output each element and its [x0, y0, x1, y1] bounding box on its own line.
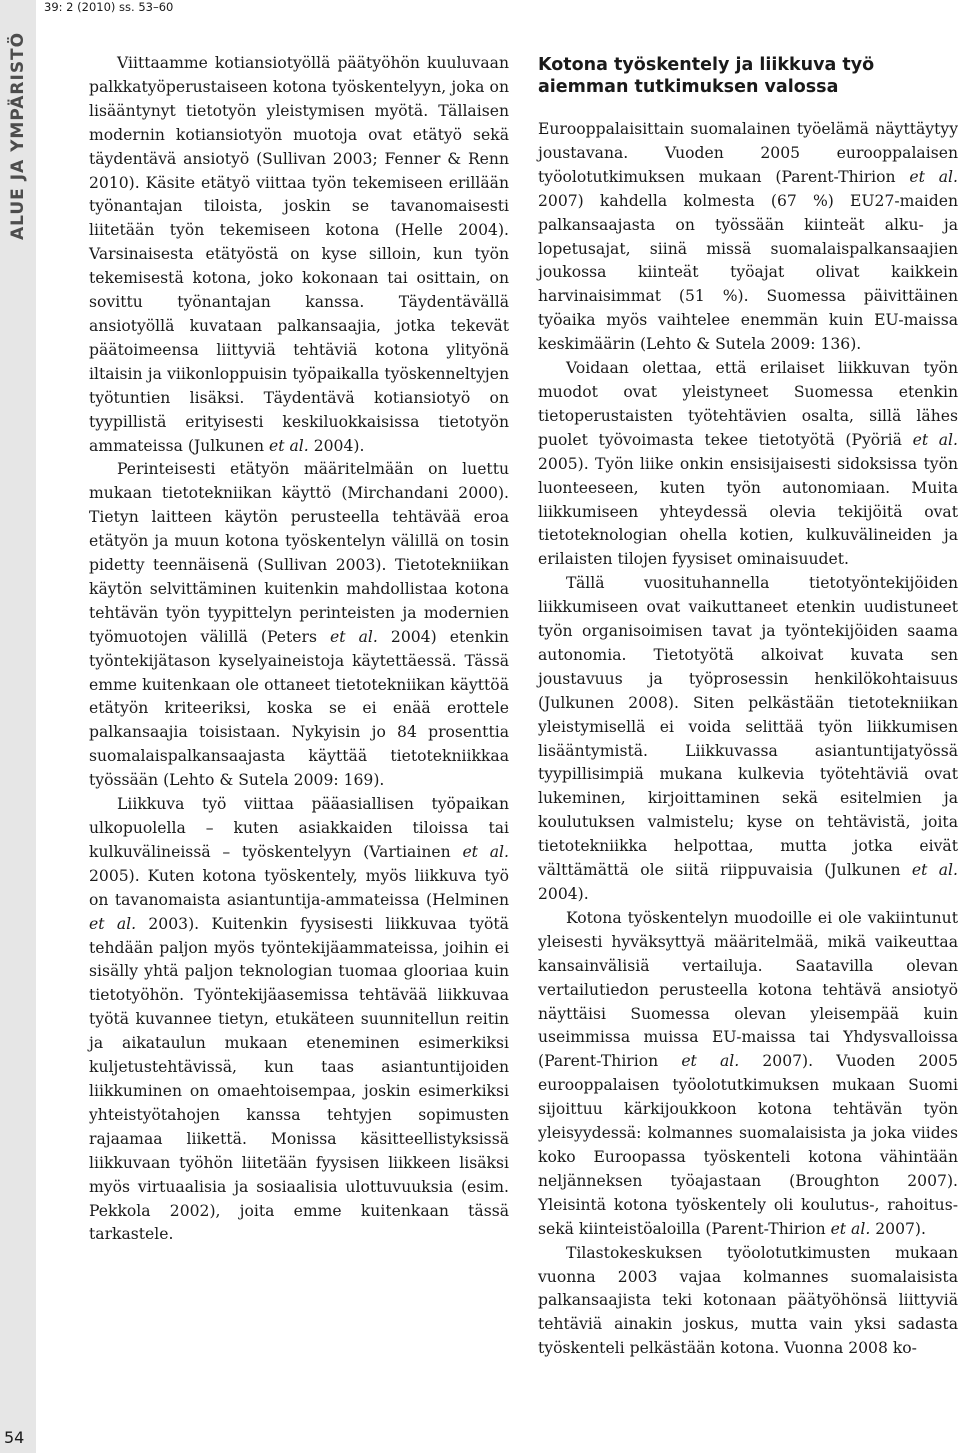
body-paragraph: Voidaan olettaa, että erilaiset liikkuvan työn muodot ovat yleistyneet Suomessa etenkin tietoperustaisten työtehtävien osalta, sillä lähes puolet työvoimasta tekee tietotyötä (Pyöriä et al. 2005). Työn liike onkin ensisijaisesti sidoksissa työn luonteeseen, kuten työn autonomiaan. Muita liikkumiseen yhteydessä olevia tekijöitä ovat tietoteknologian ohella kotien, kulkuvälineiden ja erilaisten tilojen fyysiset ominaisuudet.	[538, 359, 958, 569]
body-paragraph: Tilastokeskuksen työolotutkimusten mukaan vuonna 2003 vajaa kolmannes suomalaisista palkansaajista teki kotonaan päätyöhönsä liittyviä tehtäviä ainakin joskus, mutta vain yksi sadasta työskenteli pelkästään kotona. Vuonna 2008 ko-	[538, 1243, 958, 1358]
page-number: 54	[4, 1428, 25, 1447]
issue-header: 39: 2 (2010) ss. 53–60	[44, 0, 174, 14]
right-column	[538, 55, 958, 1361]
body-paragraph: Perinteisesti etätyön määritelmään on luettu mukaan tietotekniikan käyttö (Mirchandani 2000). Tietyn laitteen käytön perusteella tehtävää eroa etätyön ja muun kotona työskentelyn välillä on tosin pidetty teennäisenä (Sullivan 2003). Tietotekniikan käytön selvittäminen kuitenkin mahdollistaa kotona tehtävän työn tyypittelyn perinteisten ja modernien työmuotojen välillä (Peters et al. 2004) etenkin työntekijätason kyselyaineistoja käytettäessä. Tässä emme kuitenkaan ole ottaneet tietotekniikan käyttöä etätyön kriteeriksi, koska se ei enää erottele palkansaajia toisistaan. Nykyisin jo 84 prosenttia suomalaispalkansaajasta käyttää tietotekniikkaa työssään (Lehto & Sutela 2009: 169).	[89, 460, 509, 790]
body-paragraph: Viittaamme kotiansiotyöllä päätyöhön kuuluvaan palkkatyöperustaiseen kotona työskentelyyn, joka on lisääntynyt tietotyön yleistymisen myötä. Tällaisen modernin kotiansiotyön muotoja ovat etätyö sekä täydentävä ansiotyö (Sullivan 2003; Fenner & Renn 2010). Käsite etätyö viittaa työn tekemiseen erillään työnantajan tiloista, joskin se tavanomaisesti liitetään työn tekemiseen kotona (Helle 2004). Varsinaisesta etätyöstä on kyse silloin, kun työn tekemisestä kotona, joko kokonaan tai osittain, on sovittu työnantajan kanssa. Täydentävällä ansiotyöllä kuvataan palkansaajia, jotka tekevät päätoimeensa liittyviä tehtäviä kotona ylityönä iltaisin ja viikonloppuisin työpaikalla työskenneltyjen työtuntien lisäksi. Täydentävä kotiansiotyö on tyypillistä erityisesti keskiluokkaisissa tietotyön ammateissa (Julkunen et al. 2004).	[89, 54, 509, 455]
section-heading-line: Kotona työskentely ja liikkuva työ	[538, 55, 875, 75]
section-heading-line: aiemman tutkimuksen valossa	[538, 76, 839, 97]
section-heading	[538, 55, 958, 98]
section-sidebar	[0, 0, 36, 1453]
body-paragraph: Eurooppalaisittain suomalainen työelämä näyttäytyy joustavana. Vuoden 2005 eurooppalaisen työolotutkimuksen mukaan (Parent-Thirion et al. 2007) kahdella kolmesta (67 %) EU27-maiden palkansaajasta on työssään kiinteät alku- ja lopetusajat, siinä missä suomalaispalkansaajien joukossa kiinteät työajat olivat kaikkein harvinaisimmat (51 %). Suomessa päivittäinen työaika myös vaihtelee enemmän kuin EU-maissa keskimäärin (Lehto & Sutela 2009: 136).	[538, 120, 958, 354]
body-paragraph: Tällä vuosituhannella tietotyöntekijöiden liikkumiseen ovat vaikuttaneet etenkin uudistuneet työn organisoimisen tavat ja työntekijöiden saama autonomia. Tietotyötä alkoivat kuvata sen joustavuus ja työprosessin henkilökohtaisuus (Julkunen 2008). Siten pelkästään tietotekniikan yleistymisellä ei voida selittää työn liikkumisen lisääntymistä. Liikkuvassa asiantuntijatyössä tyypillisimpiä mukana kulkevia työtehtäviä ovat lukeminen, kirjoittaminen sekä esitelmien ja koulutuksen valmistelu; kyse on tehtävistä, joita tietotekniikka helpottaa, mutta jotka eivät välttämättä ole siitä riippuvaisia (Julkunen et al. 2004).	[538, 574, 958, 903]
section-label: ALUE JA YMPÄRISTÖ	[8, 31, 28, 240]
body-paragraph: Kotona työskentelyn muodoille ei ole vakiintunut yleisesti hyväksyttyä määritelmää, mikä vaikeuttaa kansainvälisiä vertailuja. Saatavilla olevan vertailutiedon perusteella kotona tehtävä ansiotyö näyttäisi Suomessa olevan yleisempää kuin useimmissa muissa EU-maissa tai Yhdysvalloissa (Parent-Thirion et al. 2007). Vuoden 2005 eurooppalaisen työolotutkimuksen mukaan Suomi sijoittuu kärkijoukkoon kotona tehtävän työn yleisyydessä: kolmannes suomalaisista ja joka viides koko Euroopassa työskenteli kotona vähintään neljänneksen työajastaan (Broughton 2007). Yleisintä kotona työskentely oli koulutus-, rahoitus- sekä kiinteistöaloilla (Parent-Thirion et al. 2007).	[538, 908, 959, 1238]
left-column	[89, 52, 509, 1247]
body-paragraph: Liikkuva työ viittaa pääasiallisen työpaikan ulkopuolella – kuten asiakkaiden tiloissa tai kulkuvälineissä – työskentelyyn (Vartiainen et al. 2005). Kuten kotona työskentely, myös liikkuva työ on tavanomaista asiantuntija-ammateissa (Helminen et al. 2003). Kuitenkin fyysisesti liikkuvaa työtä tehdään paljon myös työntekijäammateissa, joihin ei sisälly yhtä paljon teknologian tuomaa glooriaa kuin tietotyöhön. Työntekijäasemissa tehtävää liikkuvaa työtä kuvannee tietyn, etukäteen suunnitellun reitin ja aikataulun mukaan eteneminen esimerkiksi kuljetustehtävissä, kun taas asiantuntijoiden liikkuminen on omaehtoisempaa, joskin esimerkiksi yhteistyötahojen kanssa tehtyjen sopimusten rajaamaa liikettä. Monissa käsitteellistyksissä liikkuvaan työhön liitetään fyysisen liikkeen lisäksi myös virtuaalisia ja sosiaalisia ulottuvuuksia (esim. Pekkola 2002), joita emme kuitenkaan tässä tarkastele.	[89, 795, 509, 1244]
